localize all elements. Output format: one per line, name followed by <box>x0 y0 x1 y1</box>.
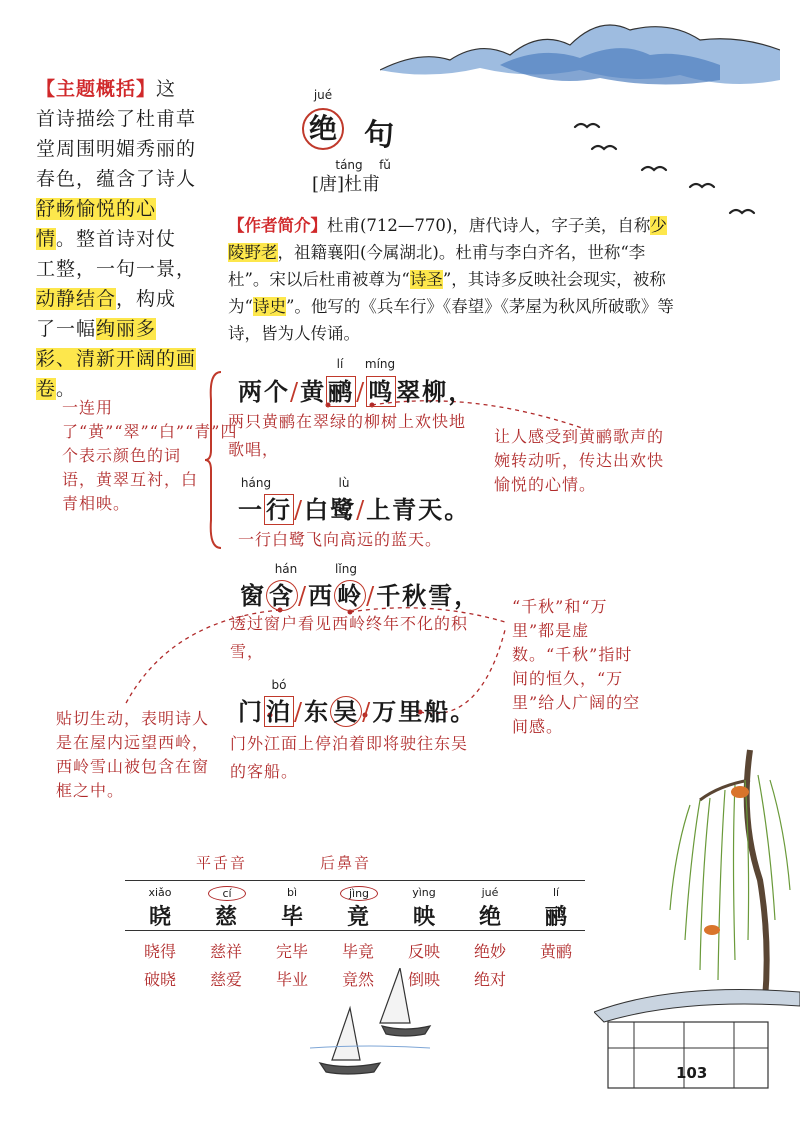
intro-text: 杜甫(712—770)，唐代诗人，字子美，自称 <box>327 216 651 235</box>
poem-word: 鹭 <box>330 495 357 524</box>
dynasty: [唐] <box>312 174 345 195</box>
intro-highlight: 诗圣 <box>409 270 443 289</box>
intro-highlight: 少陵野老 <box>228 216 667 262</box>
vocab-char: 毕 <box>280 904 303 930</box>
label-back-nasal: 后鼻音 <box>320 854 372 872</box>
vocab-pinyin: jué <box>481 886 499 899</box>
circled-char: 吴 <box>330 696 362 727</box>
vocab-char: 晓 <box>148 904 171 930</box>
vocab-top-rule <box>125 880 585 881</box>
theme-text: 这首诗描绘了杜甫草堂周围明媚秀丽的春色，蕴含了诗人 <box>36 78 197 190</box>
boxed-char: 行 <box>266 495 292 524</box>
pinyin-fu: fǔ <box>379 158 391 172</box>
pinyin-hang: háng <box>240 476 272 490</box>
author-name: 杜甫 <box>344 174 381 195</box>
boxed-char: 鸣 <box>368 377 395 406</box>
vocab-word: 破晓 <box>143 970 176 989</box>
theme-text: 。整首诗对仗工整，一句一景， <box>36 228 197 280</box>
vocab-pinyin: yìng <box>412 886 436 899</box>
translation-2: 一行白鹭飞向高远的蓝天。 <box>238 530 443 549</box>
poem-punct: ， <box>454 581 481 610</box>
theme-tag: 【主题概括】 <box>36 78 157 100</box>
poem-word: 东 <box>304 697 331 726</box>
note-vivid: 贴切生动，表明诗人是在屋内远望西岭，西岭雪山被包含在窗框之中。 <box>56 709 210 800</box>
pinyin-lu: lù <box>338 476 350 490</box>
pinyin-han: hán <box>274 562 298 576</box>
poem-word: 翠柳 <box>396 377 449 406</box>
vocab-word: 绝对 <box>473 970 506 989</box>
vocab-word: 绝妙 <box>473 942 506 961</box>
poem-punct: ， <box>448 377 475 406</box>
intro-tag: 【作者简介】 <box>228 216 327 235</box>
willow-tree-illustration <box>640 740 800 1000</box>
poem-word: 白 <box>304 495 331 524</box>
vocab-char: 绝 <box>478 904 501 930</box>
vocab-pinyin: xiǎo <box>148 886 172 899</box>
intro-text: ，祖籍襄阳(今属湖北)。杜甫与李白齐名，世称“李杜”。宋以后杜甫被尊为“ <box>228 243 646 289</box>
pinyin-li: lí <box>336 357 344 371</box>
pinyin-jue: jué <box>313 88 333 102</box>
intro-text: ”，其诗多反映社会现实，被称为“ <box>228 270 666 316</box>
intro-highlight: 诗史 <box>252 297 286 316</box>
poem-word: 门 <box>238 697 264 726</box>
pinyin-tang: táng <box>335 158 363 172</box>
note-sound: 让人感受到黄鹂歌声的婉转动听，传达出欢快愉悦的心情。 <box>494 427 665 494</box>
note-colors: 一连用了“黄”“翠”“白”“青”四个表示颜色的词语，黄翠互衬，白青相映。 <box>62 398 238 513</box>
poem-punct: 。 <box>444 495 471 524</box>
title-char-ju: 句 <box>364 118 394 153</box>
translation-4: 门外江面上停泊着即将驶往东吴的客船。 <box>230 734 469 781</box>
pinyin-bo: bó <box>271 678 287 692</box>
poem-line-4: 门泊/东 吴 /万里船。 <box>238 697 477 726</box>
poem-word: 一 <box>238 495 264 524</box>
title-char-jue: 绝 <box>302 108 344 150</box>
vocab-word: 倒映 <box>407 970 440 989</box>
vocab-pinyin: cí <box>208 886 246 901</box>
translation-3: 透过窗户看见西岭终年不化的积雪， <box>230 614 469 661</box>
poem-word: 上青天 <box>366 495 445 524</box>
vocab-pinyin: lí <box>552 886 560 899</box>
poem-line-3: 窗 含 /西 岭 /千秋雪， <box>240 581 481 610</box>
poem-punct: 。 <box>450 697 477 726</box>
intro-text: ”。他写的《兵车行》《春望》《茅屋为秋风所破歌》等诗，皆为人传诵。 <box>228 297 674 343</box>
label-flat-tongue: 平舌音 <box>196 854 248 872</box>
vocab-char: 映 <box>412 904 435 930</box>
pinyin-ming: míng <box>364 357 396 371</box>
poem-word: 窗 <box>240 581 266 610</box>
vocab-word: 反映 <box>407 942 440 961</box>
pinyin-ling: lǐng <box>335 562 357 576</box>
vocab-char: 慈 <box>214 904 237 930</box>
circled-char: 岭 <box>334 580 366 611</box>
vocab-word: 竟然 <box>341 970 374 989</box>
vocab-word: 毕业 <box>275 970 308 989</box>
poem-word: 万里船 <box>372 697 451 726</box>
vocab-word: 毕竟 <box>341 942 374 961</box>
vocab-pinyin: jìng <box>340 886 378 901</box>
vocab-char: 竟 <box>346 904 369 930</box>
poem-line-1: 两个/黄鹂/鸣翠柳， <box>238 377 475 406</box>
theme-text: ，构成了一幅 <box>36 288 177 340</box>
boxed-char: 泊 <box>266 697 292 726</box>
vocab-word: 慈爱 <box>209 970 242 989</box>
note-time-space: “千秋”和“万里”都是虚数。“千秋”指时间的恒久，“万里”给人广阔的空间感。 <box>512 597 641 736</box>
vocab-char: 鹂 <box>544 904 567 930</box>
sailboats-illustration <box>310 968 480 1078</box>
poem-word: 千秋雪 <box>376 581 455 610</box>
theme-text: 。 <box>56 378 77 400</box>
page-number: 103 <box>676 1064 708 1082</box>
theme-highlight: 舒畅愉悦的心情 <box>36 198 157 250</box>
vocab-word: 黄鹂 <box>539 942 572 961</box>
boxed-char: 鹂 <box>328 377 355 406</box>
vocab-word: 晓得 <box>143 942 176 961</box>
vocab-word: 慈祥 <box>209 942 242 961</box>
vocab-pinyin: bì <box>286 886 298 899</box>
poem-word: 黄 <box>300 377 327 406</box>
translation-1: 两只黄鹂在翠绿的柳树上欢快地歌唱， <box>228 412 467 459</box>
vocab-word: 完毕 <box>275 942 308 961</box>
poem-word: 两个 <box>238 377 290 406</box>
circled-char: 含 <box>266 580 298 611</box>
theme-highlight: 绚丽多彩、清新开阔的画卷 <box>36 318 197 400</box>
theme-highlight: 动静结合 <box>36 288 117 310</box>
poem-word: 西 <box>308 581 335 610</box>
poem-line-2: 一行/白鹭/上青天。 <box>238 495 471 524</box>
